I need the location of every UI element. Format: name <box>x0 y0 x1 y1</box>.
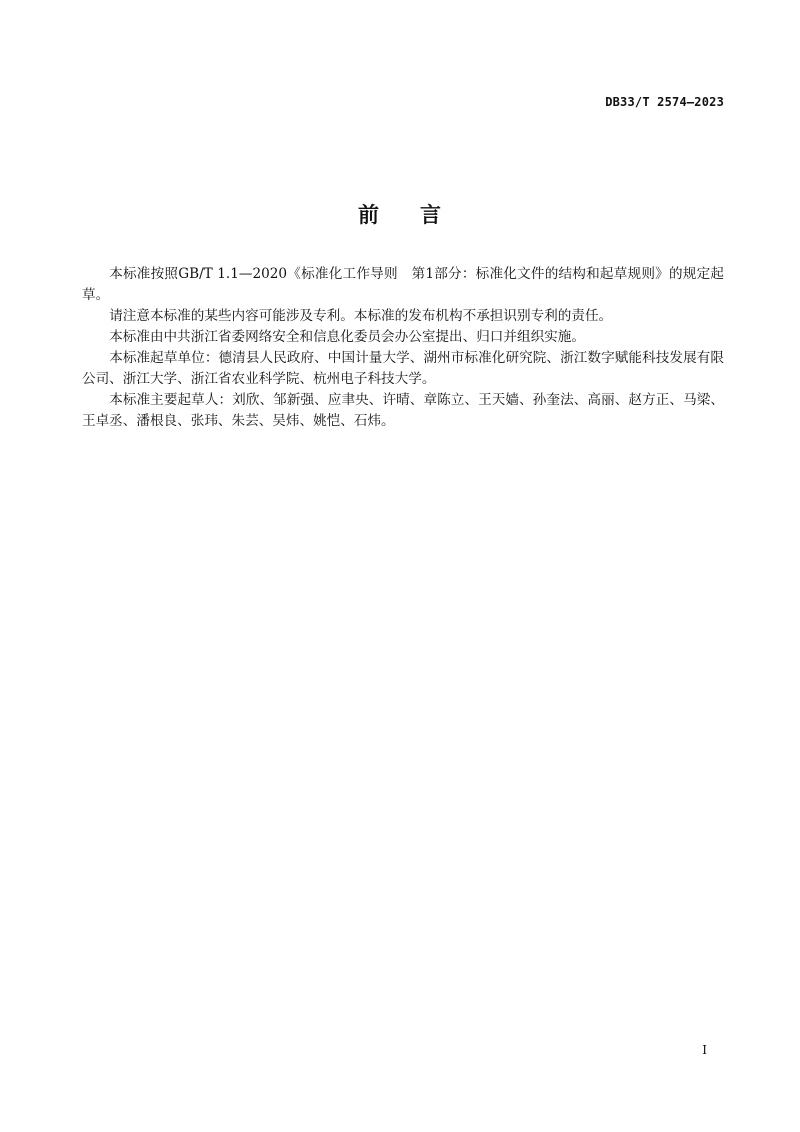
preface-paragraph-drafting-rules: 本标准按照GB/T 1.1—2020《标准化工作导则 第1部分：标准化文件的结构和起草规则》的规定起草。 <box>82 266 724 303</box>
preface-paragraph-proposer: 本标准由中共浙江省委网络安全和信息化委员会办公室提出、归口并组织实施。 <box>109 329 585 345</box>
page-title <box>0 199 800 229</box>
title-char-1: 前 <box>358 203 380 227</box>
preface-paragraph-patent-notice: 请注意本标准的某些内容可能涉及专利。本标准的发布机构不承担识别专利的责任。 <box>109 308 613 324</box>
preface-paragraph-drafters: 本标准主要起草人：刘欣、邹新强、应聿央、许晴、章陈立、王天嫱、孙奎法、高丽、赵方正、马梁、王卓丞、潘根良、张玮、朱芸、吴炜、姚恺、石炜。 <box>82 392 724 429</box>
preface-paragraph-drafting-units: 本标准起草单位：德清县人民政府、中国计量大学、湖州市标准化研究院、浙江数字赋能科技发展有限公司、浙江大学、浙江省农业科学院、杭州电子科技大学。 <box>82 350 724 387</box>
standard-code: DB33/T 2574—2023 <box>605 95 724 109</box>
preface-body <box>82 264 724 432</box>
title-char-2: 言 <box>420 203 442 227</box>
page-number: I <box>702 1043 707 1057</box>
